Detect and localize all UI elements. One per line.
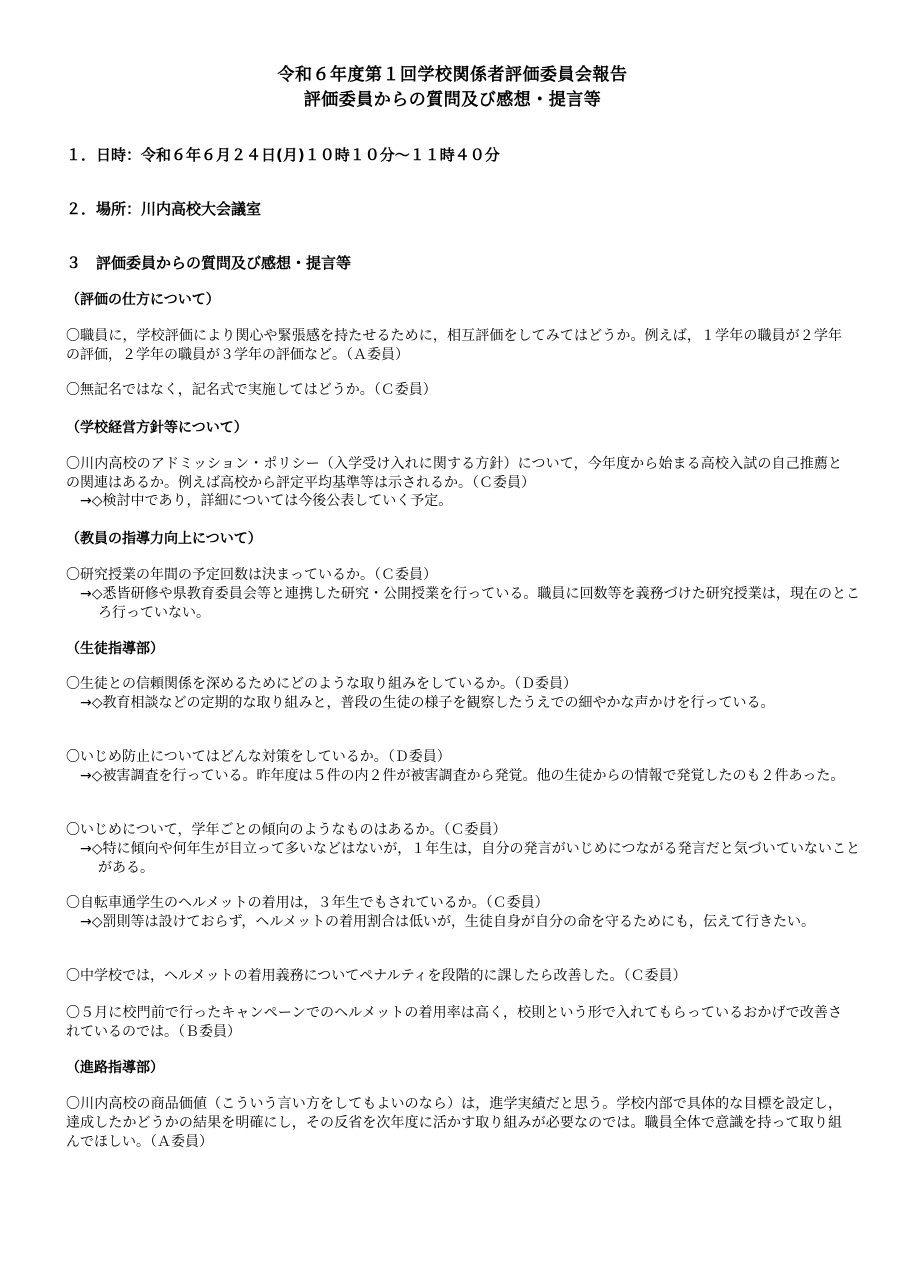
topic-heading-career-guidance: （進路指導部） [66,1060,164,1076]
question-item: 〇いじめ防止についてはどんな対策をしているか。（Ｄ委員） [66,749,451,765]
topic-heading-evaluation: （評価の仕方について） [66,292,220,308]
section-feedback-heading: ３ 評価委員からの質問及び感想・提言等 [66,254,352,272]
answer-item: →◇教育相談などの定期的な取り組みと，普段の生徒の様子を観察したうえでの細やかな声かけを行っている。 [80,695,775,711]
section-date: １．日時：令和６年６月２４日(月)１０時１０分～１１時４０分 [66,146,500,164]
answer-item: →◇特に傾向や何年生が目立って多いなどはないが，１年生は，自分の発言がいじめにつながる発言だと気づいていないことがある。 [80,841,860,876]
question-item: 〇川内高校のアドミッション・ポリシー（入学受け入れに関する方針）について，今年度から始まる高校入試の自己推薦との関連はあるか。例えば高校から評定平均基準等は示されるか。（Ｃ委員） [66,456,842,491]
answer-item: →◇検討中であり，詳細については今後公表していく予定。 [80,493,453,509]
question-item: 〇中学校では，ヘルメットの着用義務についてペナルティを段階的に課したら改善した。（Ｃ委員） [66,968,687,984]
question-item: 〇職員に，学校評価により関心や緊張感を持たせるために，相互評価をしてみてはどうか。例えば，１学年の職員が２学年の評価，２学年の職員が３学年の評価など。（Ａ委員） [66,328,842,363]
question-item: 〇いじめについて，学年ごとの傾向のようなものはあるか。（Ｃ委員） [66,822,507,838]
answer-item: →◇罰則等は設けておらず，ヘルメットの着用割合は低いが，生徒自身が自分の命を守るためにも，伝えて行きたい。 [80,914,815,930]
topic-heading-management-policy: （学校経営方針等について） [66,420,248,436]
answer-item: →◇被害調査を行っている。昨年度は５件の内２件が被害調査から発覚。他の生徒からの情報で発覚したのも２件あった。 [80,768,845,784]
question-item: 〇研究授業の年間の予定回数は決まっているか。（Ｃ委員） [66,567,437,583]
question-item: 〇５月に校門前で行ったキャンペーンでのヘルメットの着用率は高く，校則という形で入れてもらっているおかげで改善されているのでは。（Ｂ委員） [66,1005,842,1040]
question-item: 〇無記名ではなく，記名式で実施してはどうか。（Ｃ委員） [66,382,437,398]
topic-heading-student-guidance: （生徒指導部） [66,641,164,657]
report-title: 令和６年度第１回学校関係者評価委員会報告 [277,65,628,85]
report-subtitle: 評価委員からの質問及び感想・提言等 [303,90,602,110]
question-item: 〇川内高校の商品価値（こういう言い方をしてもよいのなら）は，進学実績だと思う。学校内部で具体的な目標を設定し，達成したかどうかの結果を明確にし，その反省を次年度に活かす取り組みが必要なのでは。職員全体で意識を持って取り組んでほしい。（Ａ委員） [66,1096,842,1150]
topic-heading-teacher-skills: （教員の指導力向上について） [66,531,262,547]
section-place: ２．場所：川内高校大会議室 [66,200,262,218]
question-item: 〇自転車通学生のヘルメットの着用は，３年生でもされているか。（Ｃ委員） [66,895,549,911]
question-item: 〇生徒との信頼関係を深めるためにどのような取り組みをしているか。（Ｄ委員） [66,676,577,692]
answer-item: →◇悉皆研修や県教育委員会等と連携した研究・公開授業を行っている。職員に回数等を義務づけた研究授業は，現在のところ行っていない。 [80,586,860,621]
